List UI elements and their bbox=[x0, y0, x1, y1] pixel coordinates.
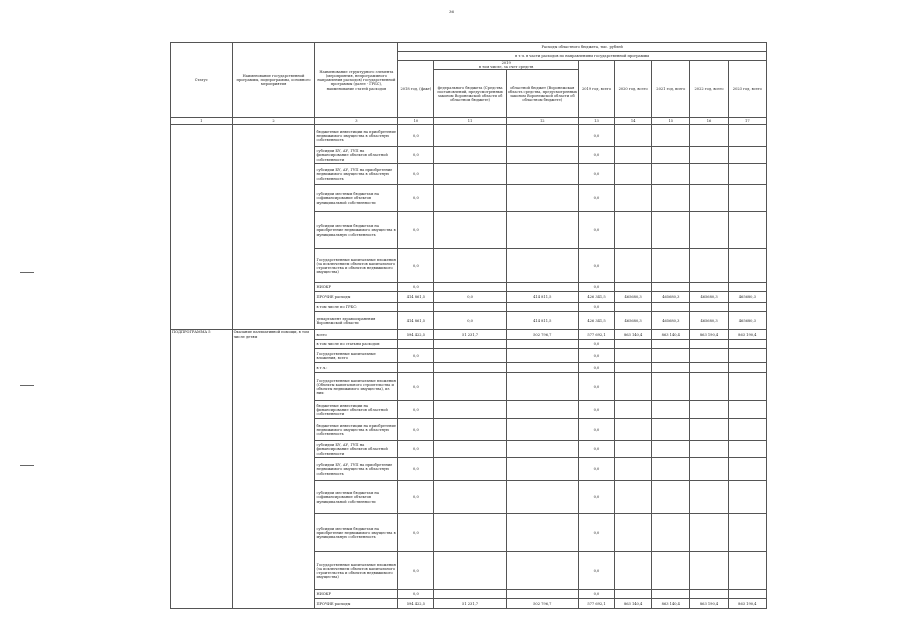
cell-v2021 bbox=[652, 349, 690, 363]
cell-v2019: 0,0 bbox=[578, 212, 614, 249]
cell-v2023 bbox=[728, 303, 766, 312]
cell-v2021 bbox=[652, 419, 690, 441]
cell-fed bbox=[434, 419, 506, 441]
cell-fed: 51 231,7 bbox=[434, 599, 506, 609]
page-number: 36 bbox=[449, 9, 455, 14]
cell-v2020 bbox=[615, 212, 652, 249]
cell-v2019: 0,0 bbox=[578, 552, 614, 590]
cell-v2018: 0,0 bbox=[398, 481, 434, 514]
cell-v2021 bbox=[652, 340, 690, 349]
cell-v2023 bbox=[728, 458, 766, 481]
cell-name: НИОКР bbox=[315, 283, 398, 292]
cell-v2019: 0,0 bbox=[578, 349, 614, 363]
cell-v2023 bbox=[728, 212, 766, 249]
cell-v2018: 414 861,5 bbox=[398, 312, 434, 330]
cell-v2023 bbox=[728, 552, 766, 590]
cell-v2020: 465680,3 bbox=[615, 292, 652, 303]
cell-v2018: 0,0 bbox=[398, 125, 434, 147]
cell-v2023 bbox=[728, 283, 766, 292]
header-structural-element: Наименование структурного элемента (мероприятия, непрограммного направления расходов) государственной программы (далее - ГРБС), наименование статей расходов bbox=[315, 43, 398, 118]
cell-reg bbox=[506, 363, 578, 373]
table-row bbox=[171, 125, 767, 147]
column-number: 1 bbox=[171, 118, 233, 125]
cell-v2020 bbox=[615, 185, 652, 212]
cell-v2023 bbox=[728, 419, 766, 441]
cell-v2019: 577 692,1 bbox=[578, 330, 614, 340]
cell-v2021 bbox=[652, 373, 690, 401]
cell-fed bbox=[434, 349, 506, 363]
cell-name: Государственные капитальные вложения (за исключением объектов капитального строительства и объектов недвижимого имущества) bbox=[315, 249, 398, 283]
cell-v2019: 577 692,1 bbox=[578, 599, 614, 609]
cell-v2018 bbox=[398, 340, 434, 349]
cell-fed bbox=[434, 303, 506, 312]
cell-v2023: 465680,3 bbox=[728, 312, 766, 330]
cell-v2022 bbox=[690, 212, 728, 249]
cell-v2019: 0,0 bbox=[578, 441, 614, 458]
cell-v2018: 0,0 bbox=[398, 212, 434, 249]
cell-v2022 bbox=[690, 303, 728, 312]
cell-program bbox=[232, 125, 315, 330]
cell-name: Государственные капитальные вложения, всего bbox=[315, 349, 398, 363]
cell-v2022 bbox=[690, 125, 728, 147]
cell-v2022: 863 190,4 bbox=[690, 330, 728, 340]
cell-fed: 51 231,7 bbox=[434, 330, 506, 340]
cell-reg bbox=[506, 458, 578, 481]
cell-v2020 bbox=[615, 249, 652, 283]
cell-fed: 0,0 bbox=[434, 292, 506, 303]
cell-v2023 bbox=[728, 363, 766, 373]
cell-v2019: 0,0 bbox=[578, 514, 614, 552]
cell-fed bbox=[434, 125, 506, 147]
cell-v2019: 0,0 bbox=[578, 458, 614, 481]
cell-v2021 bbox=[652, 481, 690, 514]
cell-fed bbox=[434, 514, 506, 552]
cell-name: в том числе по ГРБС: bbox=[315, 303, 398, 312]
cell-v2020 bbox=[615, 164, 652, 185]
cell-v2018 bbox=[398, 303, 434, 312]
cell-v2019: 0,0 bbox=[578, 125, 614, 147]
cell-name: всего bbox=[315, 330, 398, 340]
cell-v2023: 863 190,4 bbox=[728, 330, 766, 340]
cell-v2019: 0,0 bbox=[578, 373, 614, 401]
cell-v2023 bbox=[728, 249, 766, 283]
cell-reg bbox=[506, 514, 578, 552]
header-year-2019 bbox=[434, 61, 578, 70]
cell-reg bbox=[506, 283, 578, 292]
cell-reg bbox=[506, 349, 578, 363]
header-col-2023: 2023 год, всего bbox=[728, 61, 766, 118]
cell-name: бюджетные инвестиции на приобретение недвижимого имущества в областную собственность bbox=[315, 125, 398, 147]
cell-name: Государственные капитальные вложения (за исключением объектов капитального строительства и объектов недвижимого имущества) bbox=[315, 552, 398, 590]
cell-v2023 bbox=[728, 349, 766, 363]
header-year-2019-label: 2019 bbox=[501, 61, 511, 65]
cell-fed bbox=[434, 441, 506, 458]
cell-v2023 bbox=[728, 590, 766, 599]
budget-table bbox=[170, 42, 767, 609]
cell-name: субсидии БУ, АУ, ГУП на финансирование объектов областной собственности bbox=[315, 441, 398, 458]
cell-v2020 bbox=[615, 458, 652, 481]
cell-v2021 bbox=[652, 147, 690, 164]
cell-fed bbox=[434, 363, 506, 373]
cell-v2020 bbox=[615, 401, 652, 419]
cell-v2021 bbox=[652, 552, 690, 590]
cell-v2023 bbox=[728, 125, 766, 147]
cell-v2021: 863 140,4 bbox=[652, 599, 690, 609]
cell-v2018: 414 861,5 bbox=[398, 292, 434, 303]
cell-reg bbox=[506, 125, 578, 147]
cell-v2018: 594 422,5 bbox=[398, 330, 434, 340]
cell-reg bbox=[506, 590, 578, 599]
cell-name: департамент здравоохранения Воронежской области bbox=[315, 312, 398, 330]
column-number: 10 bbox=[398, 118, 434, 125]
cell-v2022 bbox=[690, 349, 728, 363]
cell-v2020 bbox=[615, 514, 652, 552]
cell-v2019: 0,0 bbox=[578, 185, 614, 212]
cell-status: ПОДПРОГРАММА 5 bbox=[171, 330, 233, 609]
cell-v2021 bbox=[652, 249, 690, 283]
cell-v2019: 0,0 bbox=[578, 303, 614, 312]
cell-v2022 bbox=[690, 164, 728, 185]
cell-v2021 bbox=[652, 363, 690, 373]
cell-fed bbox=[434, 458, 506, 481]
cell-name: субсидии местным бюджетам на софинансирование объектов муниципальной собственности bbox=[315, 185, 398, 212]
cell-fed bbox=[434, 481, 506, 514]
cell-v2021 bbox=[652, 590, 690, 599]
cell-v2022 bbox=[690, 590, 728, 599]
scan-mark bbox=[20, 385, 34, 386]
cell-v2019: 0,0 bbox=[578, 363, 614, 373]
column-number: 11 bbox=[434, 118, 506, 125]
cell-name: субсидии местным бюджетам на софинансирование объектов муниципальной собственности bbox=[315, 481, 398, 514]
cell-reg: 502 796,7 bbox=[506, 330, 578, 340]
header-col-2021: 2021 год, всего bbox=[652, 61, 690, 118]
cell-reg: 502 796,7 bbox=[506, 599, 578, 609]
cell-v2019: 0,0 bbox=[578, 283, 614, 292]
cell-v2020 bbox=[615, 481, 652, 514]
column-number: 3 bbox=[315, 118, 398, 125]
cell-fed bbox=[434, 249, 506, 283]
cell-v2020 bbox=[615, 349, 652, 363]
cell-v2018: 0,0 bbox=[398, 249, 434, 283]
cell-v2019: 0,0 bbox=[578, 340, 614, 349]
cell-v2018: 0,0 bbox=[398, 185, 434, 212]
cell-v2021: 465680,3 bbox=[652, 312, 690, 330]
cell-v2019: 0,0 bbox=[578, 147, 614, 164]
cell-fed bbox=[434, 147, 506, 164]
cell-v2022 bbox=[690, 514, 728, 552]
cell-v2020 bbox=[615, 419, 652, 441]
column-number: 2 bbox=[232, 118, 315, 125]
cell-v2023 bbox=[728, 164, 766, 185]
cell-v2022 bbox=[690, 147, 728, 164]
cell-v2022 bbox=[690, 419, 728, 441]
cell-v2019: 0,0 bbox=[578, 481, 614, 514]
cell-v2020: 863 140,4 bbox=[615, 599, 652, 609]
cell-reg bbox=[506, 164, 578, 185]
cell-v2023 bbox=[728, 514, 766, 552]
cell-v2018: 0,0 bbox=[398, 401, 434, 419]
cell-v2018: 0,0 bbox=[398, 552, 434, 590]
column-number-row bbox=[171, 118, 767, 125]
cell-v2022 bbox=[690, 363, 728, 373]
column-number: 16 bbox=[690, 118, 728, 125]
cell-name: в т.ч.: bbox=[315, 363, 398, 373]
cell-name: бюджетные инвестиции на приобретение недвижимого имущества в областную собственность bbox=[315, 419, 398, 441]
column-number: 12 bbox=[506, 118, 578, 125]
cell-reg bbox=[506, 340, 578, 349]
cell-v2018: 0,0 bbox=[398, 164, 434, 185]
cell-v2023 bbox=[728, 441, 766, 458]
cell-status bbox=[171, 125, 233, 330]
cell-name: субсидии БУ, АУ, ГУП на приобретение недвижимого имущества в областную собственность bbox=[315, 458, 398, 481]
cell-v2020 bbox=[615, 125, 652, 147]
cell-v2018: 0,0 bbox=[398, 349, 434, 363]
column-number: 15 bbox=[652, 118, 690, 125]
cell-fed bbox=[434, 185, 506, 212]
cell-v2021 bbox=[652, 283, 690, 292]
cell-reg bbox=[506, 212, 578, 249]
header-col-federal: федерального бюджета (Средства постановлений, предусмотренных законом Воронежской области об областном бюджете) bbox=[434, 70, 506, 118]
scan-mark bbox=[20, 465, 34, 466]
cell-v2019: 0,0 bbox=[578, 249, 614, 283]
cell-v2022 bbox=[690, 552, 728, 590]
header-program-name: Наименование государственной программы, подпрограммы, основного мероприятия bbox=[232, 43, 315, 118]
cell-v2022 bbox=[690, 249, 728, 283]
cell-v2019: 0,0 bbox=[578, 164, 614, 185]
column-number: 17 bbox=[728, 118, 766, 125]
cell-v2021 bbox=[652, 441, 690, 458]
cell-v2018: 0,0 bbox=[398, 458, 434, 481]
cell-v2023 bbox=[728, 401, 766, 419]
cell-reg bbox=[506, 441, 578, 458]
column-number: 14 bbox=[615, 118, 652, 125]
cell-v2019: 426 341,5 bbox=[578, 292, 614, 303]
header-status: Статус bbox=[171, 43, 233, 118]
cell-name: субсидии местным бюджетам на приобретение недвижимого имущества в муниципальную собственность bbox=[315, 212, 398, 249]
cell-v2022: 465680,3 bbox=[690, 312, 728, 330]
cell-v2019: 0,0 bbox=[578, 590, 614, 599]
cell-reg bbox=[506, 147, 578, 164]
cell-name: НИОКР bbox=[315, 590, 398, 599]
cell-v2021 bbox=[652, 458, 690, 481]
cell-v2022: 465680,3 bbox=[690, 292, 728, 303]
cell-v2023 bbox=[728, 340, 766, 349]
cell-reg bbox=[506, 401, 578, 419]
cell-reg bbox=[506, 373, 578, 401]
cell-v2021: 465680,3 bbox=[652, 292, 690, 303]
cell-fed bbox=[434, 340, 506, 349]
header-col-2022: 2022 год, всего bbox=[690, 61, 728, 118]
cell-v2022 bbox=[690, 185, 728, 212]
cell-name: субсидии местным бюджетам на приобретение недвижимого имущества в муниципальную собственность bbox=[315, 514, 398, 552]
cell-name: бюджетные инвестиции на финансирование объектов областной собственности bbox=[315, 401, 398, 419]
cell-v2023 bbox=[728, 373, 766, 401]
cell-v2021 bbox=[652, 303, 690, 312]
cell-v2020 bbox=[615, 283, 652, 292]
header-incl-subtitle: в т.ч. в части расходов по направлениям государственной программы bbox=[398, 52, 767, 61]
cell-v2021: 863 140,4 bbox=[652, 330, 690, 340]
header-budget-title: Расходы областного бюджета, тыс. рублей bbox=[398, 43, 767, 52]
cell-v2023: 465680,3 bbox=[728, 292, 766, 303]
cell-v2022 bbox=[690, 441, 728, 458]
cell-v2020: 465680,3 bbox=[615, 312, 652, 330]
cell-v2020: 863 140,4 bbox=[615, 330, 652, 340]
cell-fed bbox=[434, 552, 506, 590]
cell-reg: 414 811,5 bbox=[506, 312, 578, 330]
cell-reg bbox=[506, 185, 578, 212]
header-col-2020: 2020 год, всего bbox=[615, 61, 652, 118]
header-col-regional: областной бюджет (Воронежская область средства, предусмотренных законом Воронежской области об областном бюджете) bbox=[506, 70, 578, 118]
cell-program: Оказание паллиативной помощи, в том числе детям bbox=[232, 330, 315, 609]
cell-v2022 bbox=[690, 373, 728, 401]
header-col-2019: 2019 год, всего bbox=[578, 61, 614, 118]
cell-v2020 bbox=[615, 552, 652, 590]
cell-reg bbox=[506, 419, 578, 441]
cell-v2018: 0,0 bbox=[398, 147, 434, 164]
cell-v2022 bbox=[690, 340, 728, 349]
cell-name: субсидии БУ, АУ, ГУП на финансирование объектов областной собственности bbox=[315, 147, 398, 164]
scan-mark bbox=[20, 272, 34, 273]
cell-name: ПРОЧИЕ расходы bbox=[315, 292, 398, 303]
header-col-2018: 2018 год, (факт) bbox=[398, 61, 434, 118]
cell-v2020 bbox=[615, 303, 652, 312]
cell-v2018: 0,0 bbox=[398, 373, 434, 401]
cell-v2018: 594 422,5 bbox=[398, 599, 434, 609]
cell-v2018 bbox=[398, 363, 434, 373]
cell-reg bbox=[506, 303, 578, 312]
cell-v2021 bbox=[652, 164, 690, 185]
cell-name: ПРОЧИЕ расходы bbox=[315, 599, 398, 609]
table-row bbox=[171, 330, 767, 340]
cell-v2021 bbox=[652, 212, 690, 249]
cell-reg bbox=[506, 249, 578, 283]
cell-v2020 bbox=[615, 363, 652, 373]
cell-fed bbox=[434, 283, 506, 292]
cell-v2022 bbox=[690, 401, 728, 419]
column-number: 13 bbox=[578, 118, 614, 125]
cell-v2020 bbox=[615, 373, 652, 401]
cell-v2021 bbox=[652, 401, 690, 419]
cell-v2022: 863 190,4 bbox=[690, 599, 728, 609]
cell-v2018: 0,0 bbox=[398, 283, 434, 292]
cell-v2020 bbox=[615, 441, 652, 458]
cell-v2023: 863 190,4 bbox=[728, 599, 766, 609]
cell-v2021 bbox=[652, 514, 690, 552]
header-incl-2019-label: в том числе, за счет средств bbox=[479, 65, 534, 70]
cell-v2019: 0,0 bbox=[578, 401, 614, 419]
cell-fed bbox=[434, 590, 506, 599]
cell-v2019: 426 341,5 bbox=[578, 312, 614, 330]
cell-v2020 bbox=[615, 590, 652, 599]
cell-fed: 0,0 bbox=[434, 312, 506, 330]
cell-name: субсидии БУ, АУ, ГУП на приобретение недвижимого имущества в областную собственность bbox=[315, 164, 398, 185]
cell-v2023 bbox=[728, 185, 766, 212]
cell-fed bbox=[434, 212, 506, 249]
cell-v2018: 0,0 bbox=[398, 419, 434, 441]
cell-fed bbox=[434, 401, 506, 419]
cell-v2022 bbox=[690, 458, 728, 481]
cell-reg: 414 811,5 bbox=[506, 292, 578, 303]
cell-reg bbox=[506, 552, 578, 590]
cell-v2023 bbox=[728, 147, 766, 164]
cell-v2018: 0,0 bbox=[398, 441, 434, 458]
cell-v2021 bbox=[652, 185, 690, 212]
table-body bbox=[171, 125, 767, 609]
cell-v2018: 0,0 bbox=[398, 514, 434, 552]
cell-v2019: 0,0 bbox=[578, 419, 614, 441]
cell-v2023 bbox=[728, 481, 766, 514]
cell-v2020 bbox=[615, 147, 652, 164]
cell-v2022 bbox=[690, 283, 728, 292]
cell-fed bbox=[434, 373, 506, 401]
cell-v2018: 0,0 bbox=[398, 590, 434, 599]
cell-v2021 bbox=[652, 125, 690, 147]
cell-name: в том числе по статьям расходов: bbox=[315, 340, 398, 349]
cell-v2022 bbox=[690, 481, 728, 514]
cell-v2020 bbox=[615, 340, 652, 349]
cell-fed bbox=[434, 164, 506, 185]
cell-name: Государственные капитальные вложения (Объекты капитального строительства и объекты недвижимого имущества), из них: bbox=[315, 373, 398, 401]
cell-reg bbox=[506, 481, 578, 514]
